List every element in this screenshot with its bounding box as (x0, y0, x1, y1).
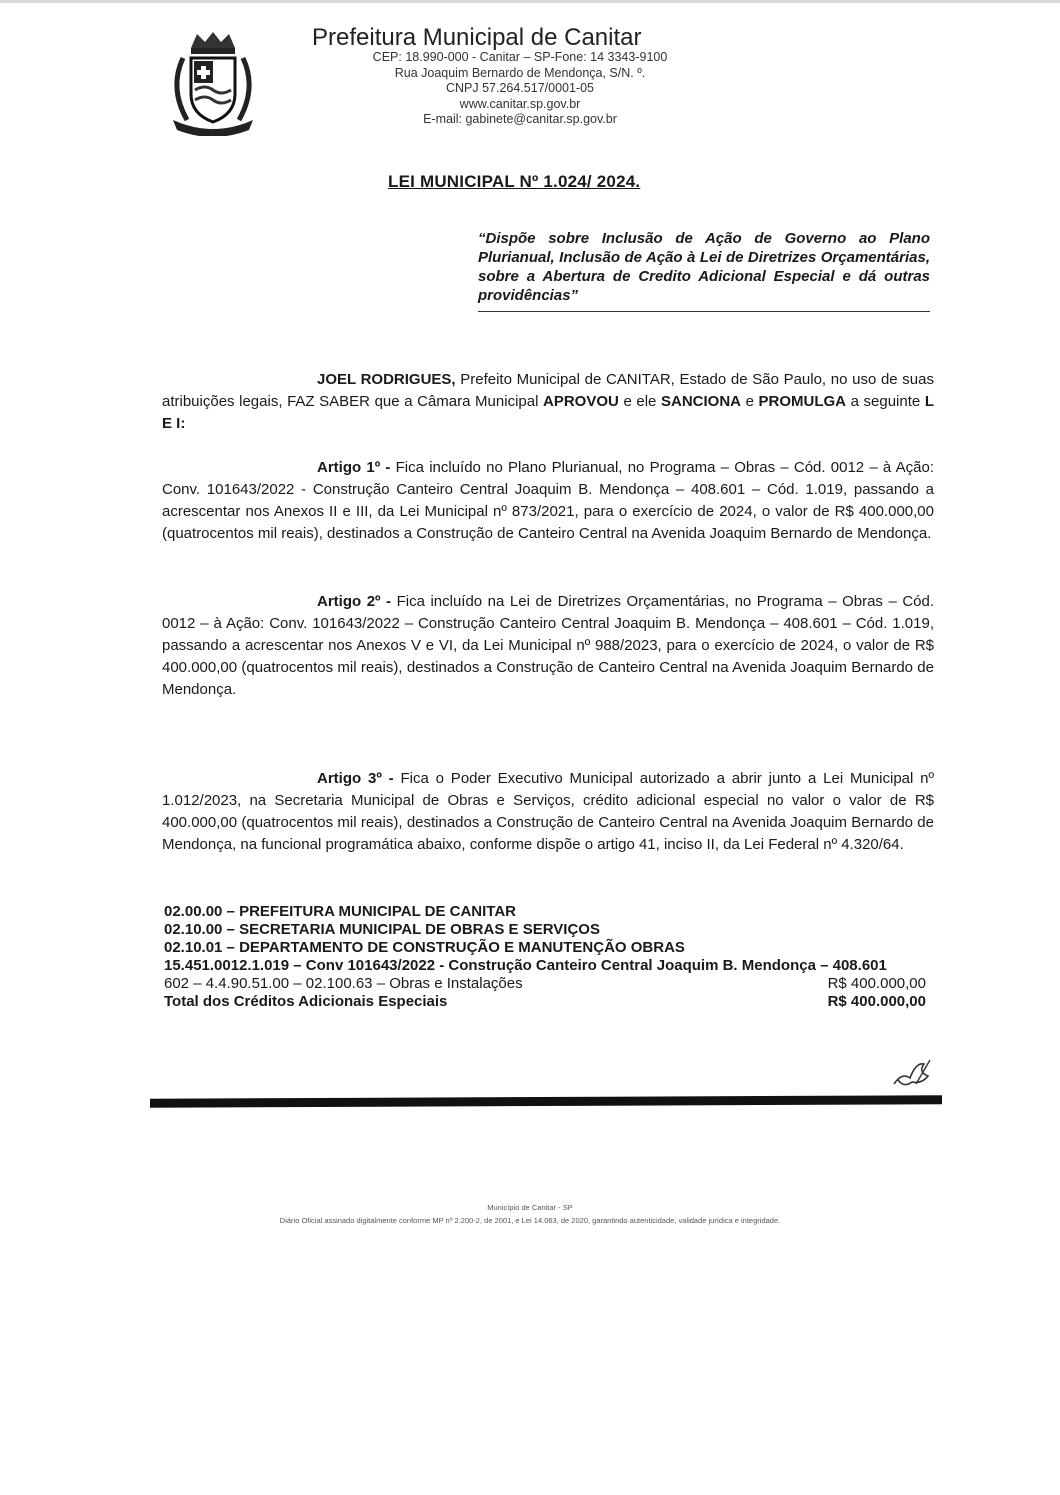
budget-classification-block (164, 903, 926, 1011)
article-3-label: Artigo 3º - (317, 770, 394, 787)
program-text: – Conv 101643/2022 - Construção Canteiro Central Joaquim B. Mendonça – 408.601 (289, 957, 887, 974)
article-1 (162, 457, 934, 545)
program-code: 15.451.0012.1.019 (164, 957, 290, 974)
org-name: Prefeitura Municipal de Canitar (312, 24, 642, 51)
budget-total-value: R$ 400.000,00 (827, 993, 926, 1010)
mayor-name: JOEL RODRIGUES, (317, 371, 456, 388)
municipal-coat-of-arms-icon (165, 28, 261, 136)
article-2 (162, 591, 934, 701)
law-summary-ementa: “Dispõe sobre Inclusão de Ação de Governo ao Plano Plurianual, Inclusão de Ação à Lei de Diretrizes Orçamentárias, sobre a Abertura de Credito Adicional Especial e dá outras providências” (478, 229, 930, 312)
article-2-text: Fica incluído na Lei de Diretrizes Orçamentárias, no Programa – Obras – Cód. 0012 – à Ação: Conv. 101643/2022 – Construção Canteiro Central Joaquim B. Mendonça – 408.601 – Cód. 1.019, passando a acrescentar nos Anexos V e VI, da Lei Municipal nº 988/2023, para o exercício de 2024, o valor de R$ 400.000,00 (quatrocentos mil reais), destinados a Construção de Canteiro Central na Avenida Joaquim Bernardo de Mendonça. (162, 593, 935, 698)
page-top-edge (0, 0, 1060, 3)
law-title: LEI MUNICIPAL Nº 1.024/ 2024. (388, 172, 641, 191)
initials-signature-icon (888, 1054, 936, 1090)
org-contact-block (330, 50, 710, 128)
article-1-label: Artigo 1º - (317, 459, 391, 476)
preamble-text-2: e ele (618, 393, 661, 410)
preamble-approved: APROVOU (543, 393, 619, 410)
budget-line-program (164, 957, 926, 975)
preamble-text-1: Prefeito Municipal de CANITAR, Estado de São Paulo, no uso de suas atribuições legais, FAZ SABER que a Câmara Municipal (162, 371, 934, 410)
preamble-paragraph (162, 369, 934, 435)
budget-item-label: 602 – 4.4.90.51.00 – 02.100.63 – Obras e Instalações (164, 975, 523, 992)
footer-municipality: Município de Canitar - SP (487, 1203, 573, 1212)
budget-item-row (164, 975, 926, 993)
article-1-text: Fica incluído no Plano Plurianual, no Programa – Obras – Cód. 0012 – à Ação: Conv. 101643/2022 - Construção Canteiro Central Joaquim B. Mendonça – 408.601 – Cód. 1.019, passando a acrescentar nos Anexos II e III, da Lei Municipal nº 873/2021, para o exercício de 2024, o valor de R$ 400.000,00 (quatrocentos mil reais), destinados a Construção de Canteiro Central na Avenida Joaquim Bernardo de Mendonça. (162, 459, 934, 542)
budget-line-prefeitura: 02.00.00 – PREFEITURA MUNICIPAL DE CANITAR (164, 903, 517, 920)
article-3-text: Fica o Poder Executivo Municipal autorizado a abrir junto a Lei Municipal nº 1.012/2023, na Secretaria Municipal de Obras e Serviços, crédito adicional especial no valor o valor de R$ 400.000,00 (quatrocentos mil reais), destinados a Construção de Canteiro Central na Avenida Joaquim Bernardo de Mendonça, na funcional programática abaixo, conforme dispõe o artigo 41, inciso II, da Lei Federal nº 4.320/64. (162, 770, 934, 853)
article-2-label: Artigo 2º - (317, 593, 392, 610)
org-website-link[interactable]: www.canitar.sp.gov.br (459, 96, 581, 111)
page-divider-bar (150, 1095, 942, 1107)
preamble-text-3: e (741, 393, 759, 410)
budget-total-label: Total dos Créditos Adicionais Especiais (164, 993, 448, 1010)
org-address-line: CEP: 18.990-000 - Canitar – SP-Fone: 14 3343-9100 (372, 50, 668, 64)
budget-item-value: R$ 400.000,00 (827, 975, 926, 992)
budget-line-departamento: 02.10.01 – DEPARTAMENTO DE CONSTRUÇÃO E MANUTENÇÃO OBRAS (164, 939, 685, 956)
preamble-sanctions: SANCIONA (660, 393, 741, 410)
preamble-law: L E I: (162, 393, 934, 432)
org-cnpj-line: CNPJ 57.264.517/0001-05 (445, 81, 595, 95)
org-street-line: Rua Joaquim Bernardo de Mendonça, S/N. º. (394, 65, 646, 80)
preamble-promulgates: PROMULGA (758, 393, 847, 410)
article-3 (162, 768, 934, 856)
footer-digital-signature-note: Diário Oficial assinado digitalmente conforme MP nº 2.200-2, de 2001, e Lei 14.063, de 2020, garantindo autenticidade, validade jurídica e integridade. (279, 1216, 781, 1225)
budget-line-secretaria: 02.10.00 – SECRETARIA MUNICIPAL DE OBRAS E SERVIÇOS (164, 921, 600, 938)
preamble-text-4: a seguinte (846, 393, 925, 410)
org-email-link[interactable]: E-mail: gabinete@canitar.sp.gov.br (423, 112, 617, 126)
budget-total-row (164, 993, 926, 1011)
